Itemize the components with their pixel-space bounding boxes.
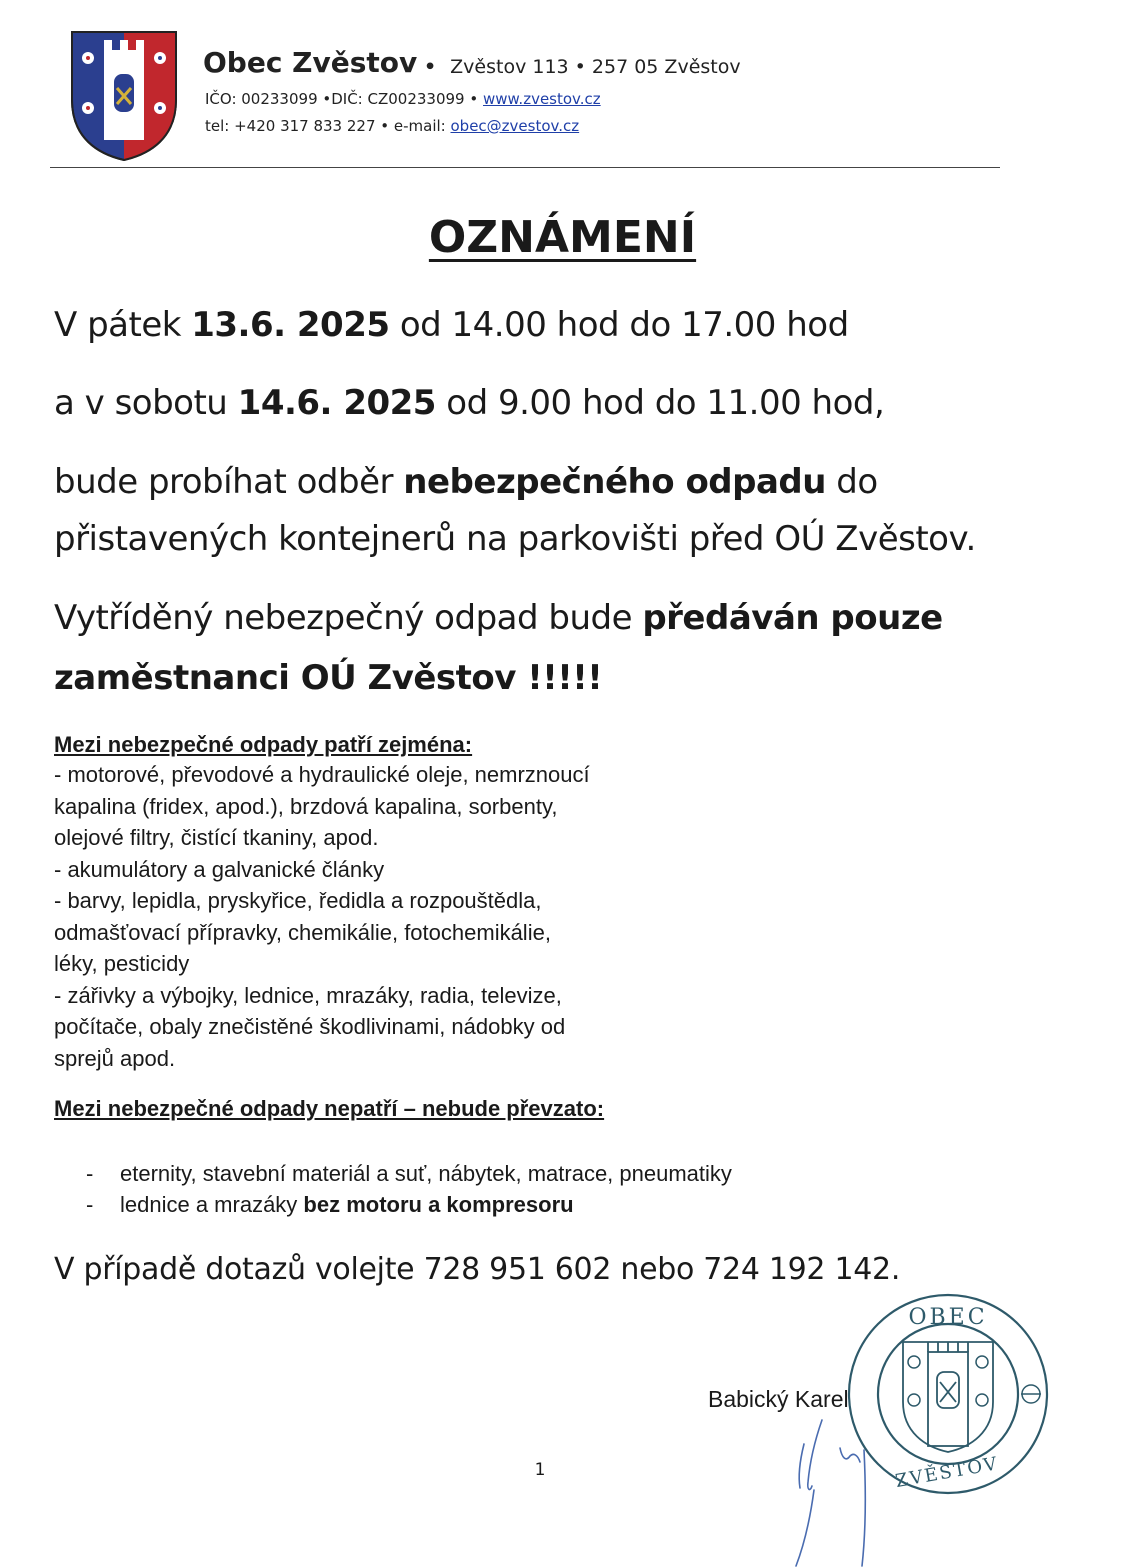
dash-bullet: - [86,1161,94,1186]
item-text: lednice a mrazáky [120,1192,304,1217]
excluded-heading: Mezi nebezpečné odpady nepatří – nebude převzato: [54,1096,605,1121]
text: Vytříděný nebezpečný odpad bude [54,598,643,638]
list-item [54,1158,954,1189]
phone-contact-line: V případě dotazů volejte 728 951 602 nebo 724 192 142. [54,1252,901,1287]
stamp-top-text: OBEC [908,1305,988,1330]
registration-ids [205,90,601,108]
separator-bullet: • [424,56,437,78]
item-text: eternity, stavební materiál a suť, nábytek, matrace, pneumatiky [120,1161,732,1186]
announcement-line-5 [54,598,943,638]
item-emphasis: bez motoru a kompresoru [303,1192,574,1217]
announcement-line-6: zaměstnanci OÚ Zvěstov !!!!! [54,658,603,698]
letterhead-divider [50,167,1000,168]
org-address [424,56,741,78]
text: V pátek [54,305,192,345]
signer-name: Babický Karel [708,1386,849,1412]
text: do [825,462,878,502]
date-saturday: 14.6. 2025 [237,383,436,423]
announcement-line-2 [54,383,884,423]
excluded-list [54,1158,954,1220]
included-heading: Mezi nebezpečné odpady patří zejména: [54,732,473,757]
email-link[interactable]: obec@zvestov.cz [450,117,580,135]
page-number: 1 [534,1460,546,1480]
list-item: - barvy, lepidla, pryskyřice, ředidla a rozpouštědla, [54,888,542,913]
tel-text: tel: +420 317 833 227 • e-mail: [205,117,446,135]
page-title: OZNÁMENÍ [428,212,697,263]
stamp-bottom-text: ZVĚSTOV [893,1453,1001,1492]
dash-bullet: - [86,1192,94,1217]
org-name: Obec Zvěstov [203,46,418,79]
list-item: - motorové, převodové a hydraulické oleje, nemrznoucí [54,762,590,787]
hazardous-waste-emphasis: nebezpečného odpadu [403,462,826,502]
list-item: sprejů apod. [54,1045,176,1071]
list-item: kapalina (fridex, apod.), brzdová kapalina, sorbenty, [54,793,558,819]
announcement-line-3 [54,462,878,502]
address-text: Zvěstov 113 • 257 05 Zvěstov [450,56,741,78]
announcement-line-4: přistavených kontejnerů na parkovišti před OÚ Zvěstov. [54,519,976,559]
text: a v sobotu [54,383,238,423]
text: od 9.00 hod do 11.00 hod, [435,383,885,423]
list-item: olejové filtry, čistící tkaniny, apod. [54,825,379,850]
list-item: - akumulátory a galvanické články [54,856,385,882]
text: bude probíhat odběr [54,462,404,502]
included-list [54,759,754,1074]
handwritten-signature [770,1410,890,1568]
list-item: - zářivky a výbojky, lednice, mrazáky, radia, televize, [54,982,562,1008]
contact-info [205,117,579,135]
list-item [54,1189,954,1220]
announcement-line-1 [54,305,849,345]
list-item: léky, pesticidy [54,951,190,976]
handover-emphasis: předáván pouze [642,598,943,638]
text: od 14.00 hod do 17.00 hod [389,305,849,345]
ico-dic-text: IČO: 00233099 •DIČ: CZ00233099 • [205,90,479,108]
date-friday: 13.6. 2025 [191,305,390,345]
website-link[interactable]: www.zvestov.cz [483,90,601,108]
municipal-crest-logo [70,30,178,162]
list-item: počítače, obaly znečistěné škodlivinami, nádobky od [54,1014,566,1039]
list-item: odmašťovací přípravky, chemikálie, fotochemikálie, [54,919,551,945]
